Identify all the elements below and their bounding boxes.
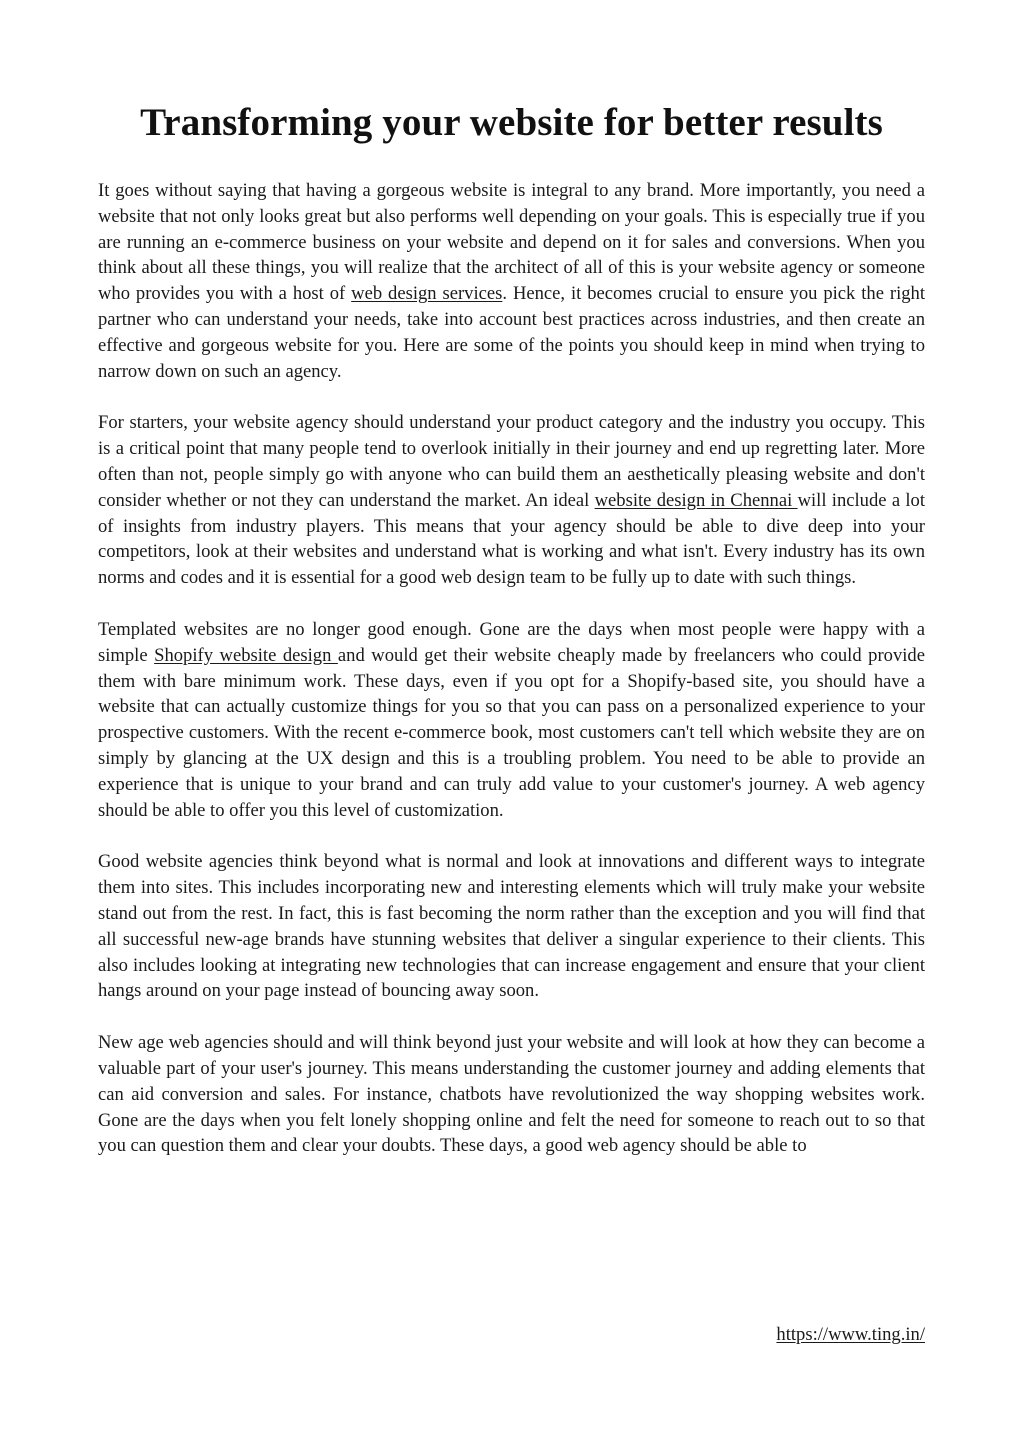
paragraph-4: Good website agencies think beyond what is normal and look at innovations and different ways to integrate them into sites. This includes incorporating new and interesting elements which will truly make your website stand out from the rest. In fact, this is fast becoming the norm rather than the exception and you will find that all successful new-age brands have stunning websites that deliver a singular experience to their clients. This also includes looking at integrating new technologies that can increase engagement and ensure that your client hangs around on your page instead of bouncing away soon.	[98, 851, 925, 1002]
paragraph-3	[98, 617, 925, 823]
footer-site-link[interactable]: https://www.ting.in/	[776, 1324, 925, 1345]
paragraph-1	[98, 178, 925, 384]
website-design-chennai-link[interactable]: website design in Chennai	[594, 489, 798, 511]
paragraph-2-text-before: For starters, your website agency should understand your product category and the industry you occupy. This is a critical point that many people tend to overlook initially in their journey and end up regretting later. More often than not, people simply go with anyone who can build them an aesthetically pleasing website and don't consider whether or not they can understand the market. An ideal	[98, 412, 925, 511]
paragraph-3-text-before: Templated websites are no longer good enough. Gone are the days when most people were happy with a simple	[98, 618, 925, 666]
paragraph-1-text-before: It goes without saying that having a gorgeous website is integral to any brand. More importantly, you need a website that not only looks great but also performs well depending on your goals. This is especially true if you are running an e-commerce business on your website and depend on it for sales and conversions. When you think about all these things, you will realize that the architect of all of this is your website agency or someone who provides you with a host of	[98, 180, 925, 305]
paragraph-2	[98, 410, 925, 591]
web-design-services-link[interactable]: web design services	[351, 283, 503, 305]
document-page	[98, 95, 925, 1185]
page-title: Transforming your website for better results	[140, 101, 883, 144]
paragraph-2-text-after: will include a lot of insights from industry players. This means that your agency should be able to dive deep into your competitors, look at their websites and understand what is working and what isn't. Every industry has its own norms and codes and it is essential for a good web design team to be fully up to date with such things.	[98, 489, 926, 589]
shopify-website-design-link[interactable]: Shopify website design	[154, 644, 338, 666]
paragraph-5: New age web agencies should and will think beyond just your website and will look at how they can become a valuable part of your user's journey. This means understanding the customer journey and adding elements that can aid conversion and sales. For instance, chatbots have revolutionized the way shopping websites work. Gone are the days when you felt lonely shopping online and felt the need for someone to reach out to so that you can question them and clear your doubts. These days, a good web agency should be able to	[98, 1032, 925, 1157]
paragraph-1-text-after: . Hence, it becomes crucial to ensure you pick the right partner who can understand your needs, take into account best practices across industries, and then create an effective and gorgeous website for you. Here are some of the points you should keep in mind when trying to narrow down on such an agency.	[98, 283, 925, 382]
paragraph-3-text-after: and would get their website cheaply made by freelancers who could provide them with bare minimum work. These days, even if you opt for a Shopify-based site, you should have a website that can actually customize things for you so that you can pass on a personalized experience to your prospective customers. With the recent e-commerce book, most customers can't tell which website they are on simply by glancing at the UX design and this is a troubling problem. You need to be able to provide an experience that is unique to your brand and can truly add value to your customer's journey. A web agency should be able to offer you this level of customization.	[98, 644, 925, 821]
